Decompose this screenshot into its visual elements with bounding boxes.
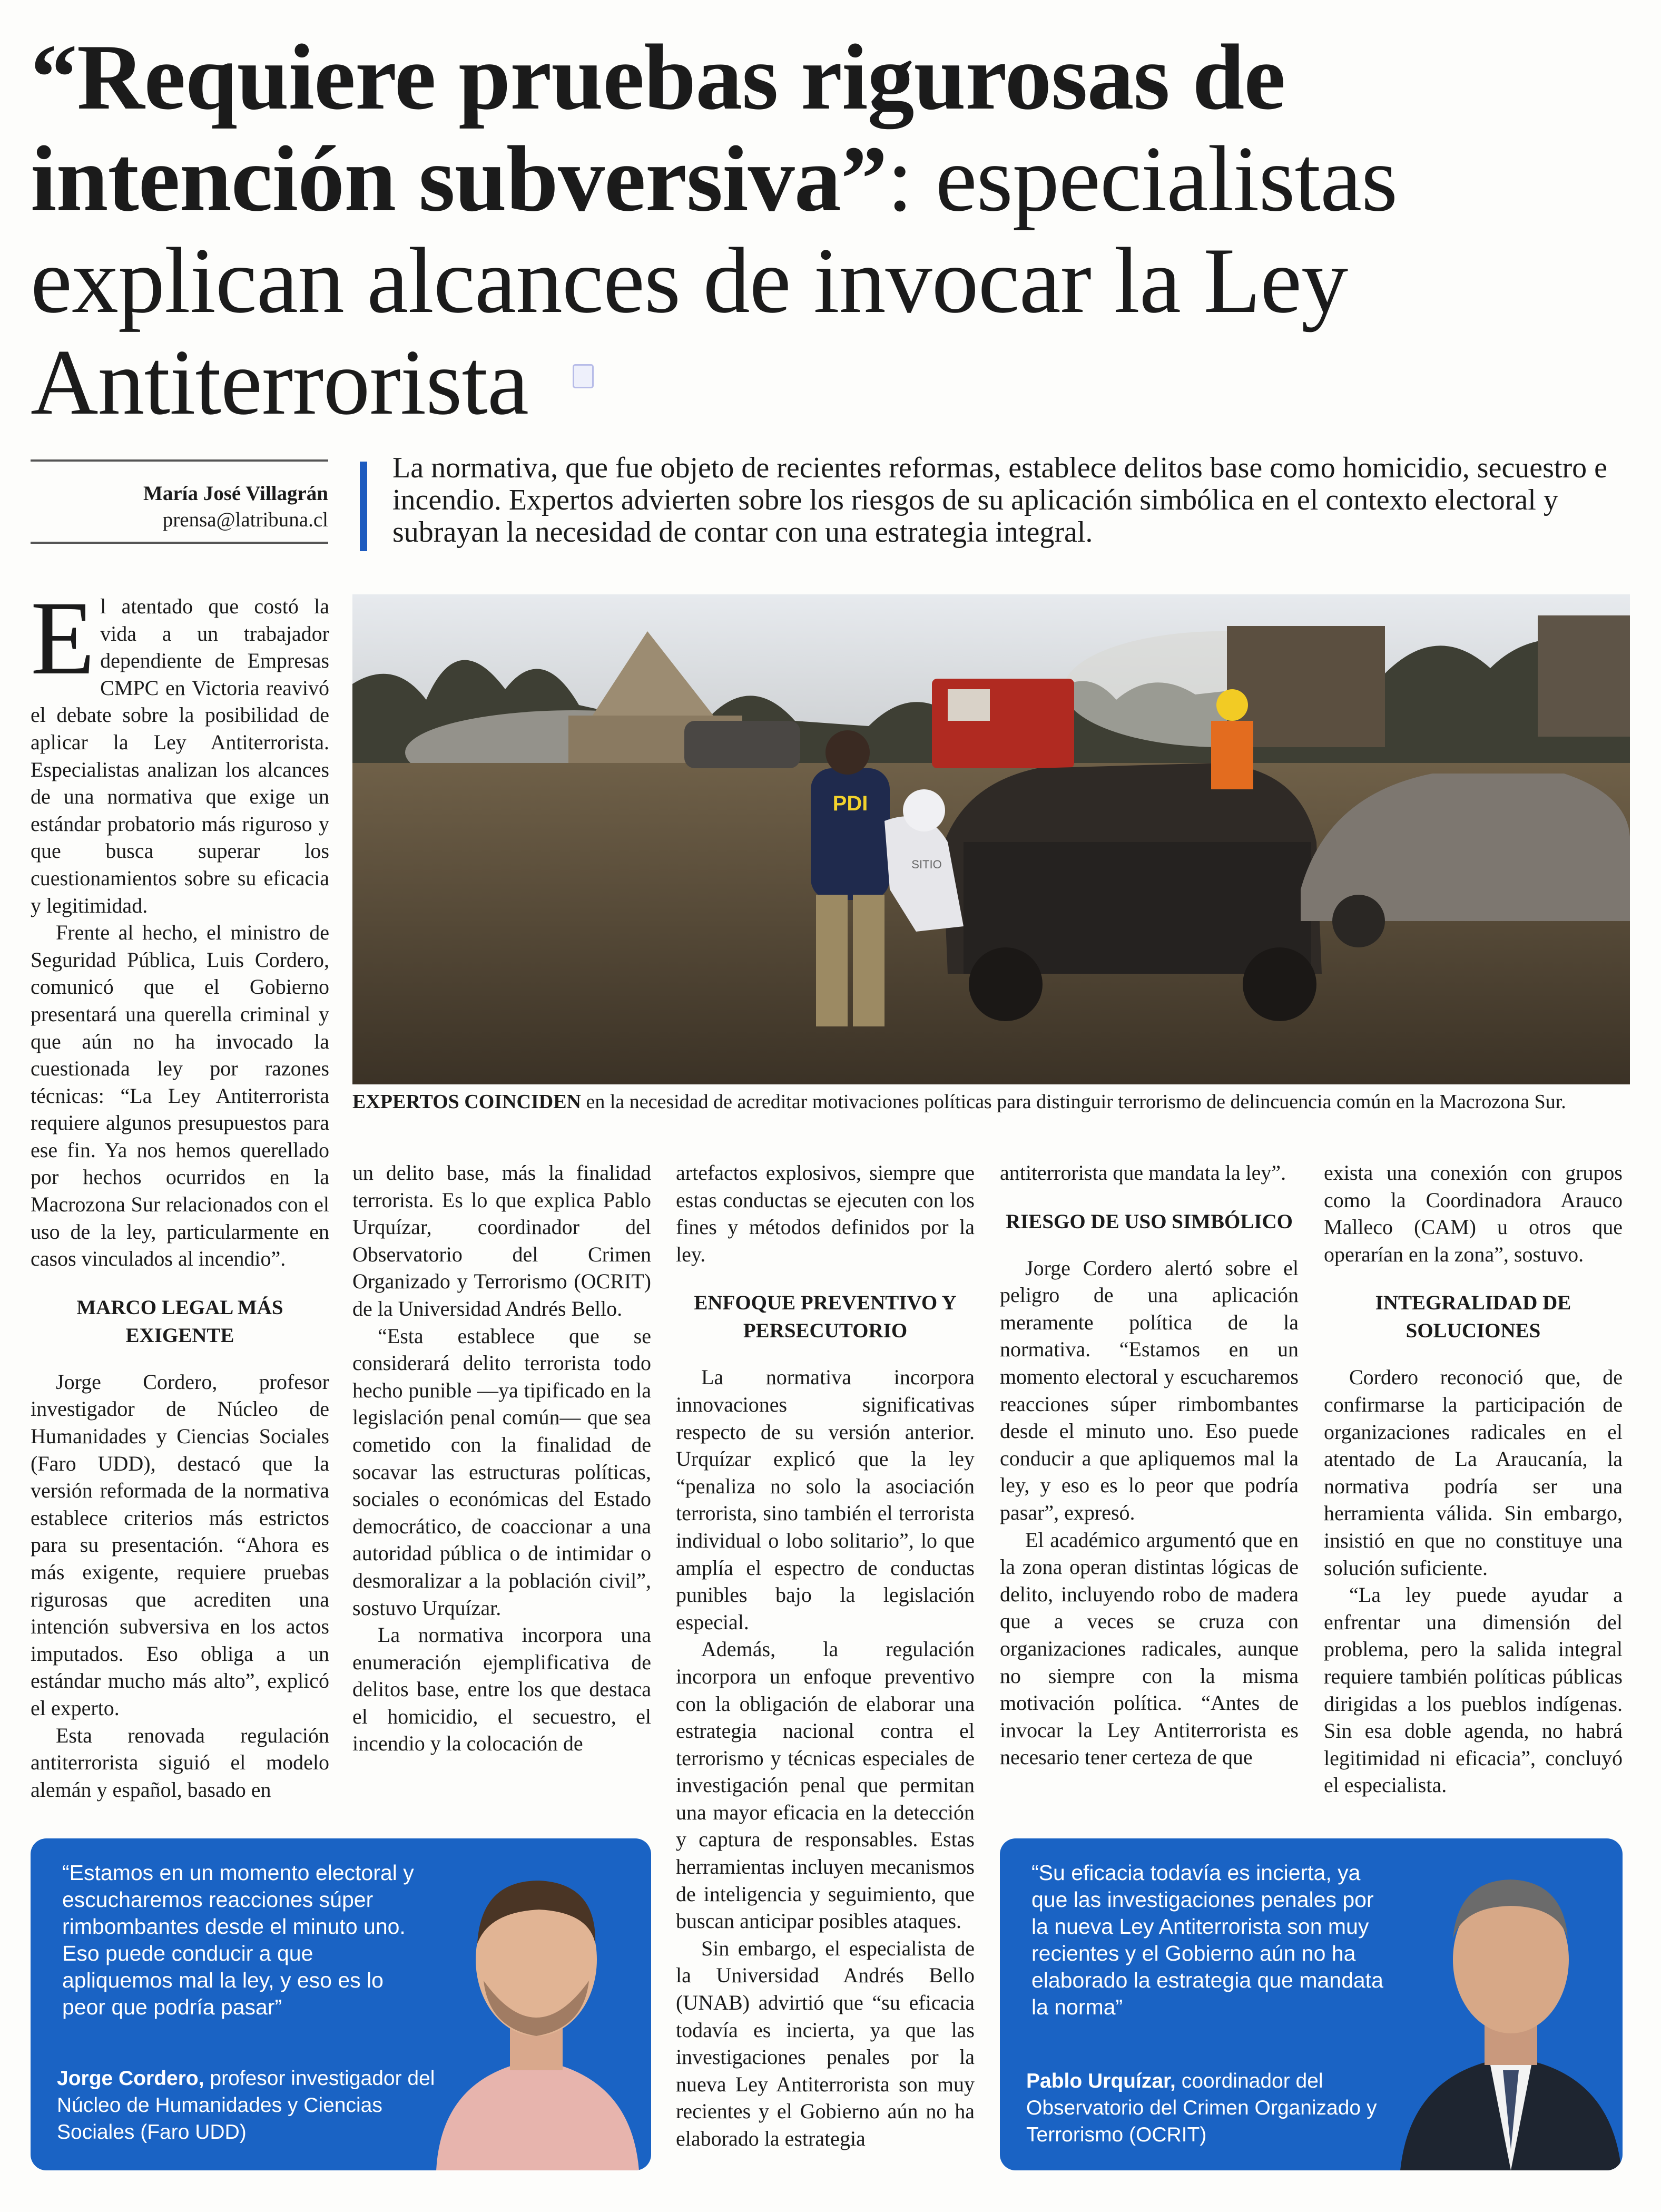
paragraph-7: La normativa incorpora una enumeración ejemplificativa de delitos base, entre los que destaca el homicidio, el secuestro, el incendio y la colocación de xyxy=(352,1623,651,1756)
paragraph-1 xyxy=(31,580,329,919)
paragraph-13: Jorge Cordero alertó sobre el peligro de una aplicación meramente política de la normativa. “Estamos en un momento electoral y escucharemos reacciones súper rimbombantes desde el minuto uno. Eso puede conducir a que apliquemos mal la ley, y eso es lo peor que podría pasar”, expresó. xyxy=(1000,1256,1299,1524)
section-heading-marco-legal: MARCO LEGAL MÁS EXIGENTE xyxy=(76,1296,283,1347)
quote-card-urquizar xyxy=(1000,1838,1623,2170)
paragraph-2: Frente al hecho, el ministro de Seguridad Pública, Luis Cordero, comunicó que el Gobierno presentará una querella criminal y que aún no ha invocado la cuestionada ley por razones técnicas: “La Ley Antiterrorista requiere algunos presupuestos para ese fin. Ya nos hemos querellado por hechos ocurridos en la Macrozona Sur relacionados con el uso de la ley, particularmente en casos vinculados al incendio”. xyxy=(31,921,329,1271)
section-heading-enfoque: ENFOQUE PREVENTIVO Y PERSECUTORIO xyxy=(694,1291,957,1343)
paragraph-5: un delito base, más la finalidad terrorista. Es lo que explica Pablo Urquízar, coordinador del Observatorio del Crimen Organizado y Terrorismo (OCRIT) de la Universidad Andrés Bello. xyxy=(352,1161,651,1320)
quote-author-role: coordinador del Observatorio del Crimen Organizado y Terrorismo (OCRIT) xyxy=(1026,2070,1377,2146)
headline-rest: : especialistas explican alcances de invocar la Ley Antiterrorista xyxy=(31,126,1398,434)
burned-vehicles-scene xyxy=(352,594,1630,1084)
article-photo xyxy=(352,594,1630,1084)
paragraph-11: Sin embargo, el especialista de la Universidad Andrés Bello (UNAB) advirtió que “su eficacia todavía es incierta, ya que las investigaciones penales por la nueva Ley Antiterrorista son muy recientes y el Gobierno aún no ha elaborado la estrategia xyxy=(676,1936,975,2150)
byline xyxy=(31,459,328,544)
section-heading-riesgo: RIESGO DE USO SIMBÓLICO xyxy=(1005,1210,1293,1233)
column-2 xyxy=(352,1159,651,1757)
portrait-urquizar xyxy=(1400,1854,1621,2170)
quote-author: Pablo Urquízar, xyxy=(1026,2070,1176,2092)
paragraph-14: El académico argumentó que en la zona operan distintas lógicas de delito, incluyendo robo de madera que a veces se cruza con organizaciones radicales, aunque no siempre con la misma motivación política. “Antes de invocar la Ley Antiterrorista es necesario tener certeza de que xyxy=(1000,1528,1299,1769)
column-4 xyxy=(1000,1159,1299,1771)
paragraph-4: Esta renovada regulación antiterrorista siguió el modelo alemán y español, basado en xyxy=(31,1723,329,1802)
quote-author: Jorge Cordero, xyxy=(57,2067,204,2090)
drop-cap: E xyxy=(31,580,95,697)
lead-accent-bar xyxy=(360,462,367,551)
lead-paragraph: La normativa, que fue objeto de recientes reformas, establece delitos base como homicidio, secuestro e incendio. Expertos advierten sobre los riesgos de su aplicación simbólica en el contexto electoral y subrayan la necesidad de contar con una estrategia integral. xyxy=(392,452,1608,549)
paragraph-10: Además, la regulación incorpora un enfoque preventivo con la obligación de elaborar una estrategia nacional contra el terrorismo y técnicas especiales de investigación penal que permitan una mayor eficacia en la detección y captura de responsables. Estas herramientas incluyen mecanismos de inteligencia y seguimiento, que buscan anticipar posibles ataques. xyxy=(676,1637,975,1933)
paragraph-16: Cordero reconoció que, de confirmarse la participación de organizaciones radicales en el atentado de La Araucanía, la normativa podría ser una herramienta válida. Sin embargo, insistió en que no constituye una solución suficiente. xyxy=(1324,1365,1623,1580)
paragraph-17: “La ley puede ayudar a enfrentar una dimensión del problema, pero la salida integral requiere también políticas públicas dirigidas a los pueblos indígenas. Sin esa doble agenda, no habrá legitimidad ni eficacia”, concluyó el especialista. xyxy=(1324,1583,1623,1797)
paragraph-6: “Esta establece que se considerará delito terrorista todo hecho punible —ya tipificado en la legislación penal común— que sea cometido con la finalidad de socavar las estructuras políticas, sociales o económicas del Estado democrático, de coaccionar a una autoridad pública o de intimidar o desmoralizar a la población civil”, sostuvo Urquízar. xyxy=(352,1324,651,1620)
quote-attribution xyxy=(1026,2068,1406,2148)
author-email: prensa@latribuna.cl xyxy=(162,508,328,531)
quote-attribution xyxy=(57,2065,436,2146)
author-name: María José Villagrán xyxy=(143,482,328,505)
paragraph-1-text: l atentado que costó la vida a un trabajador dependiente de Empresas CMPC en Victoria reavivó el debate sobre la posibilidad de aplicar la Ley Antiterrorista. Especialistas analizan los alcances de una normativa que exige un estándar probatorio más riguroso y que busca superar los cuestionamientos sobre su eficacia y legitimidad. xyxy=(31,594,329,917)
quote-text: “Estamos en un momento electoral y escucharemos reacciones súper rimbombantes desde el minuto uno. Eso puede conducir a que apliquemos mal la ley, y eso es lo peor que podría pasar” xyxy=(62,1861,414,2019)
vest-label: PDI xyxy=(832,792,868,815)
section-heading-integralidad: INTEGRALIDAD DE SOLUCIONES xyxy=(1375,1291,1571,1343)
paragraph-12: antiterrorista que mandata la ley”. xyxy=(1000,1161,1286,1185)
note-icon[interactable] xyxy=(573,364,594,388)
column-3 xyxy=(676,1159,975,2152)
paragraph-8: artefactos explosivos, siempre que estas conductas se ejecuten con los fines y métodos definidos por la ley. xyxy=(676,1161,975,1266)
headline-quote: “Requiere pruebas rigurosas de intención subversiva” xyxy=(31,25,1285,231)
column-1 xyxy=(31,580,329,1803)
headline xyxy=(31,26,1621,433)
paragraph-9: La normativa incorpora innovaciones significativas respecto de su versión anterior. Urquízar explicó que la ley “penaliza no solo la asociación terrorista, sino también el terrorista individual o lobo solitario”, lo que amplía el espectro de conductas punibles bajo la legislación especial. xyxy=(676,1365,975,1634)
portrait-cordero xyxy=(431,1854,642,2170)
quote-author-role: profesor investigador del Núcleo de Humanidades y Ciencias Sociales (Faro UDD) xyxy=(57,2067,435,2144)
caption-label: EXPERTOS COINCIDEN xyxy=(352,1091,581,1113)
column-5 xyxy=(1324,1159,1623,1799)
paragraph-15: exista una conexión con grupos como la Coordinadora Arauco Malleco (CAM) u otros que operarían en la zona”, sostuvo. xyxy=(1324,1161,1623,1266)
quote-text: “Su eficacia todavía es incierta, ya que las investigaciones penales por la nueva Ley Antiterrorista son muy recientes y el Gobierno aún no ha elaborado la estrategia que mandata la norma” xyxy=(1031,1861,1383,2019)
suit-label: SITIO xyxy=(911,858,942,871)
caption-text: en la necesidad de acreditar motivaciones políticas para distinguir terrorismo de delincuencia común en la Macrozona Sur. xyxy=(581,1091,1566,1113)
quote-card-cordero xyxy=(31,1838,651,2170)
photo-caption xyxy=(352,1089,1638,1115)
paragraph-3: Jorge Cordero, profesor investigador de Núcleo de Humanidades y Ciencias Sociales (Faro UDD), destacó que la versión reformada de la normativa establece criterios más estrictos para su presentación. “Ahora es más exigente, requiere pruebas rigurosas que acrediten una intención subversiva en los actos imputados. Eso obliga a un estándar mucho más alto”, explicó el experto. xyxy=(31,1369,329,1720)
